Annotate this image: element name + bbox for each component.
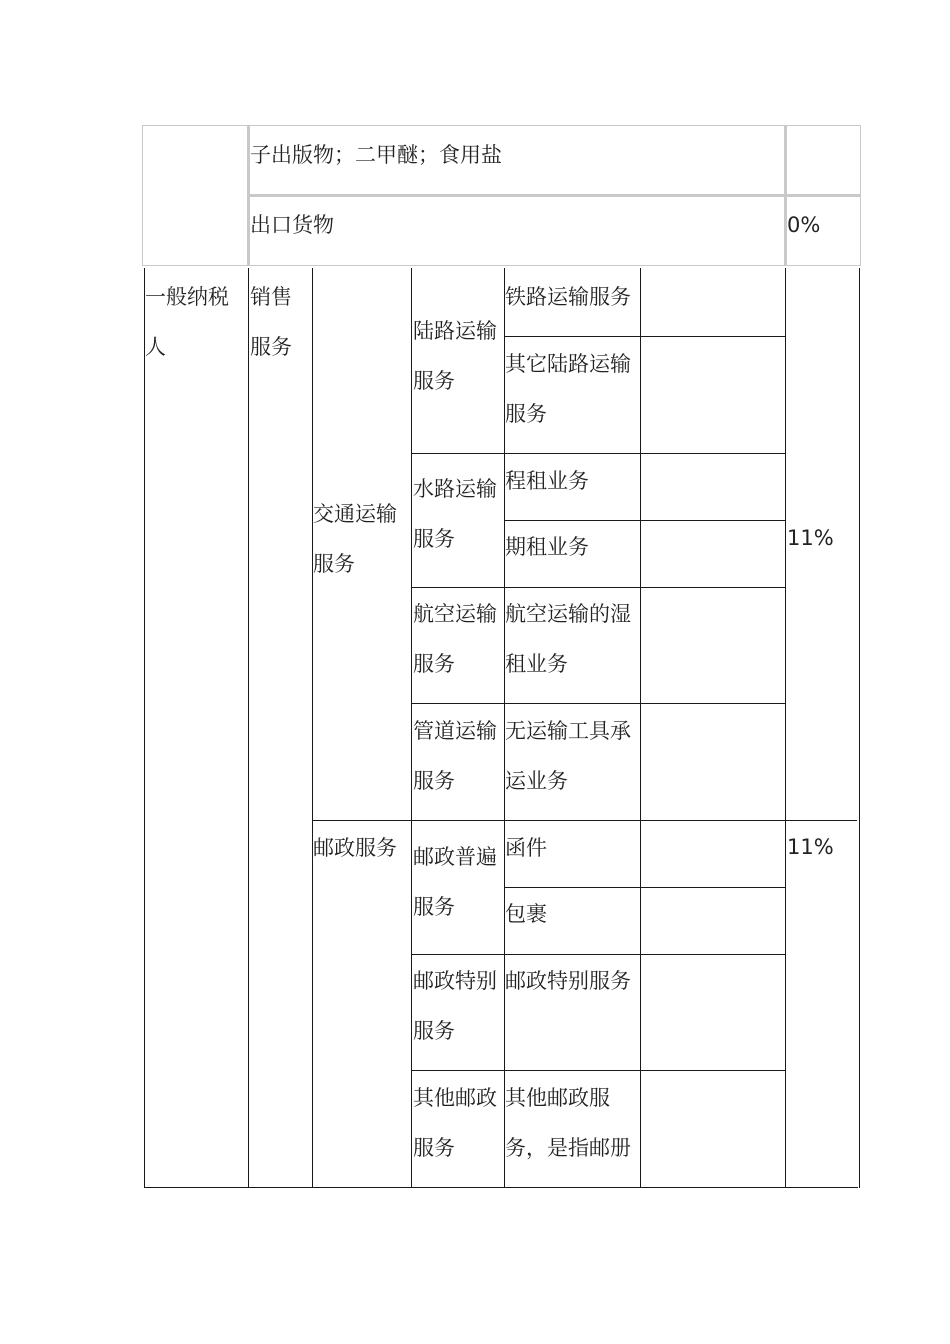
grid-line (312, 268, 313, 1188)
grid-line (859, 268, 860, 1188)
cell-line: 期租业务 (505, 535, 589, 559)
land-transport-cell (413, 306, 497, 406)
air-transport-cell (413, 589, 497, 689)
cell-line: 其他邮政服 (505, 1086, 610, 1110)
cell-line: 服务 (413, 769, 455, 793)
grid-line (412, 453, 786, 454)
cell-line: 服务 (413, 1019, 455, 1043)
transport-service-cell (313, 489, 397, 589)
item-parcel (505, 889, 547, 939)
grid-line (312, 820, 857, 821)
taxpayer-cell (145, 272, 229, 372)
item-voyage-charter (505, 456, 589, 506)
item-rail (505, 272, 631, 322)
top-row1-text: 子出版物；二甲醚；食用盐 (250, 143, 502, 167)
cell-line: 邮政服务 (313, 836, 397, 860)
postal-special-cell (413, 956, 497, 1056)
grid-line (505, 520, 786, 521)
cell-line: 运业务 (505, 769, 568, 793)
grid-line (640, 268, 641, 1188)
grid-line (412, 1070, 786, 1071)
item-other-land (505, 339, 631, 439)
water-transport-cell (413, 464, 497, 564)
cell-line: 邮政普遍 (413, 845, 497, 869)
cell-line: 函件 (505, 836, 547, 860)
cell-line: 邮政特别服务 (505, 969, 631, 993)
cell-line: 水路运输 (413, 477, 497, 501)
postal-service-cell (313, 823, 397, 873)
cell-line: 陆路运输 (413, 319, 497, 343)
cell-line: 程租业务 (505, 469, 589, 493)
cell-line: 服务 (505, 402, 547, 426)
cell-line: 销售 (250, 285, 292, 309)
category-cell (250, 272, 292, 372)
postal-universal-cell (413, 832, 497, 932)
grid-line (412, 587, 786, 588)
grid-line (505, 887, 786, 888)
cell-line: 服务 (413, 369, 455, 393)
item-postal-other (505, 1073, 631, 1173)
grid-line (411, 268, 412, 1188)
grid-line (248, 268, 249, 1188)
pipeline-transport-cell (413, 706, 497, 806)
cell-line: 务，是指邮册 (505, 1136, 631, 1160)
transport-rate: 11% (787, 526, 834, 550)
cell-line: 管道运输 (413, 719, 497, 743)
postal-rate: 11% (787, 835, 834, 859)
cell-line: 服务 (413, 527, 455, 551)
item-wet-lease (505, 589, 631, 689)
cell-line: 包裹 (505, 902, 547, 926)
item-no-vehicle (505, 706, 631, 806)
cell-line: 一般纳税 (145, 285, 229, 309)
top-row2-text: 出口货物 (250, 213, 334, 237)
cell-line: 人 (145, 335, 166, 359)
cell-line: 服务 (413, 1136, 455, 1160)
grid-line (144, 268, 145, 1188)
grid-line (412, 954, 786, 955)
grid-line (144, 1187, 858, 1188)
cell-line: 服务 (313, 552, 355, 576)
item-postal-special (505, 956, 631, 1006)
grid-line (412, 703, 786, 704)
cell-line: 航空运输 (413, 602, 497, 626)
cell-line: 其他邮政 (413, 1086, 497, 1110)
cell-line: 无运输工具承 (505, 719, 631, 743)
item-time-charter (505, 522, 589, 572)
top-row2-rate: 0% (787, 213, 821, 237)
cell-line: 服务 (250, 335, 292, 359)
cell-line: 交通运输 (313, 502, 397, 526)
cell-line: 航空运输的湿 (505, 602, 631, 626)
cell-line: 服务 (413, 895, 455, 919)
cell-line: 其它陆路运输 (505, 352, 631, 376)
cell-line: 服务 (413, 652, 455, 676)
postal-other-cell (413, 1073, 497, 1173)
grid-line (785, 268, 786, 1188)
cell-line: 邮政特别 (413, 969, 497, 993)
item-letter (505, 823, 547, 873)
cell-line: 铁路运输服务 (505, 285, 631, 309)
grid-line (505, 336, 786, 337)
cell-line: 租业务 (505, 652, 568, 676)
